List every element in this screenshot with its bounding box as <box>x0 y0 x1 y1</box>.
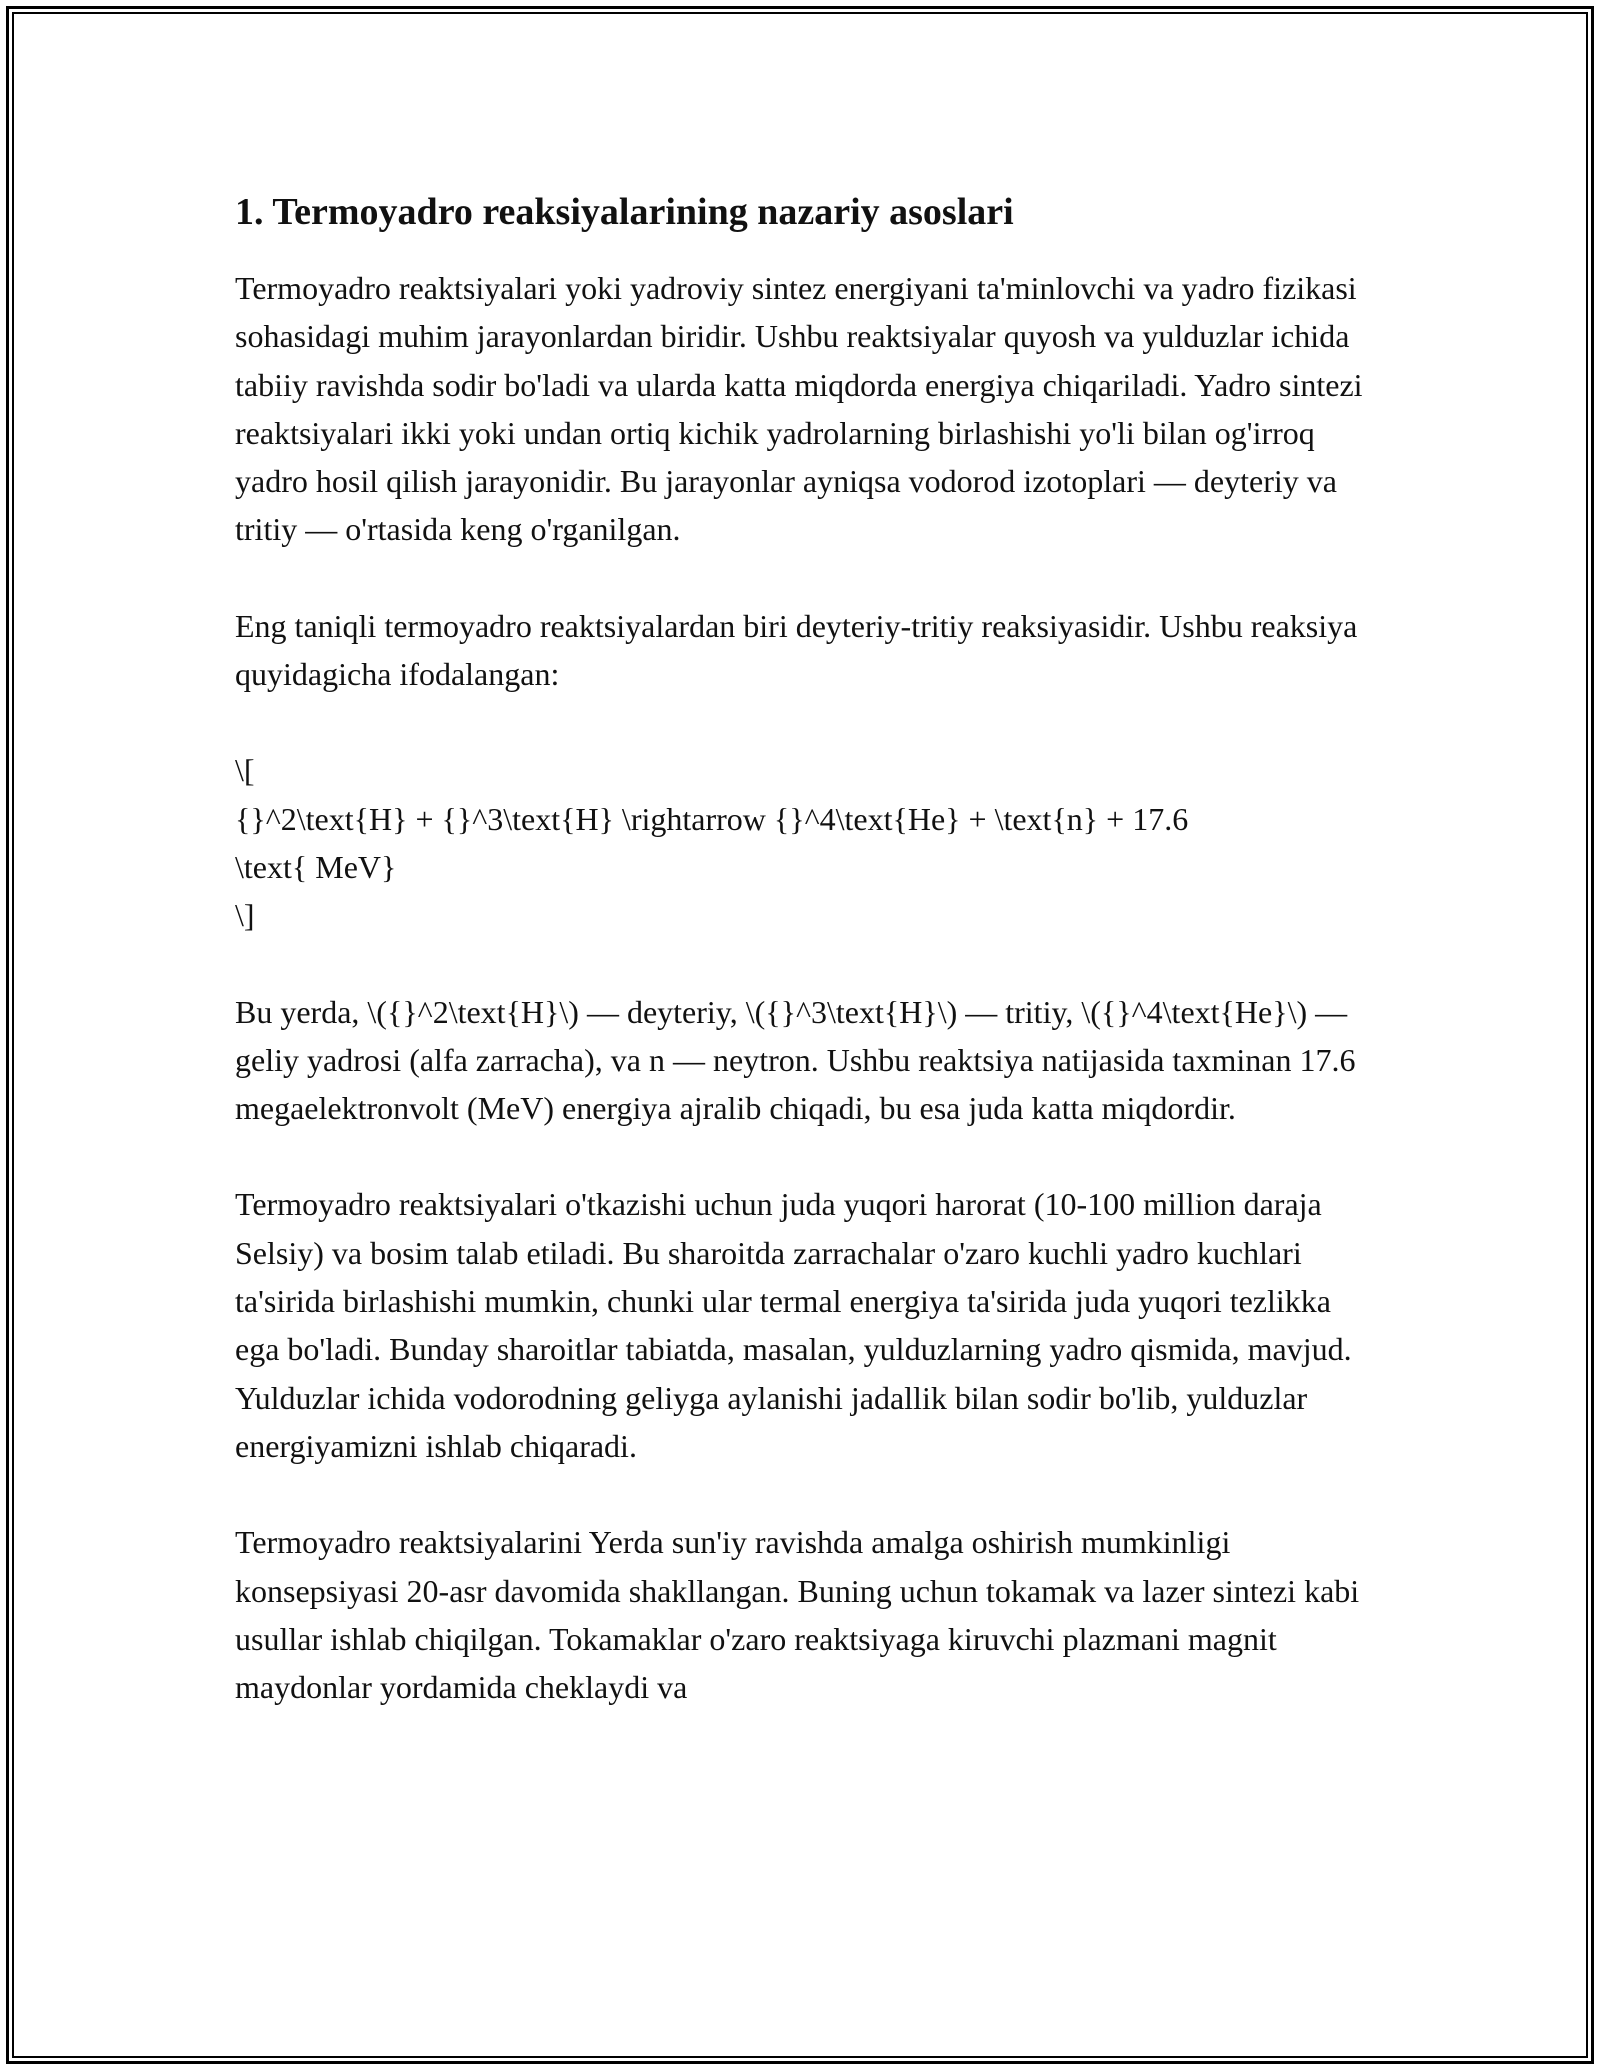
section-heading: 1. Termoyadro reaksiyalarining nazariy asoslari <box>235 191 1014 233</box>
paragraph-explanation: Bu yerda, \({}^2\text{H}\) — deyteriy, \({}^3\text{H}\) — tritiy, \({}^4\text{He}\) — geliy yadrosi (alfa zarracha), va n — neytron. Ushbu reaktsiya natijasida taxminan 17.6 megaelektronvolt (MeV) energiya ajralib chiqadi, bu esa juda katta miqdordir. <box>235 993 1356 1127</box>
document-body <box>235 186 1375 1759</box>
reaction-formula <box>235 746 1375 939</box>
formula-line-2: \text{ MeV} <box>235 848 397 885</box>
formula-open: \[ <box>235 752 255 789</box>
paragraph-conditions: Termoyadro reaktsiyalari o'tkazishi uchun juda yuqori harorat (10-100 million daraja Selsiy) va bosim talab etiladi. Bu sharoitda zarrachalar o'zaro kuchli yadro kuchlari ta'sirida birlashishi mumkin, chunki ular termal energiya ta'sirida juda yuqori tezlikka ega bo'ladi. Bunday sharoitlar tabiatda, masalan, yulduzlarning yadro qismida, mavjud. Yulduzlar ichida vodorodning geliyga aylanishi jadallik bilan sodir bo'lib, yulduzlar energiyamizni ishlab chiqaradi. <box>235 1186 1352 1464</box>
paragraph-reaction-intro: Eng taniqli termoyadro reaktsiyalardan biri deyteriy-tritiy reaksiyasidir. Ushbu reaksiya quyidagicha ifodalangan: <box>235 607 1358 693</box>
paragraph-earth-fusion: Termoyadro reaktsiyalarini Yerda sun'iy ravishda amalga oshirish mumkinligi konsepsiyasi 20-asr davomida shakllangan. Buning uchun tokamak va lazer sintezi kabi usullar ishlab chiqilgan. Tokamaklar o'zaro reaktsiyaga kiruvchi plazmani magnit maydonlar yordamida cheklaydi va <box>235 1524 1360 1706</box>
formula-line-1: {}^2\text{H} + {}^3\text{H} \rightarrow {}^4\text{He} + \text{n} + 17.6 <box>235 800 1189 837</box>
formula-close: \] <box>235 897 255 934</box>
paragraph-intro: Termoyadro reaktsiyalari yoki yadroviy sintez energiyani ta'minlovchi va yadro fizikasi sohasidagi muhim jarayonlardan biridir. Ushbu reaktsiyalar quyosh va yulduzlar ichida tabiiy ravishda sodir bo'ladi va ularda katta miqdorda energiya chiqariladi. Yadro sintezi reaktsiyalari ikki yoki undan ortiq kichik yadrolarning birlashishi yo'li bilan og'irroq yadro hosil qilish jarayonidir. Bu jarayonlar ayniqsa vodorod izotoplari — deyteriy va tritiy — o'rtasida keng o'rganilgan. <box>235 270 1363 548</box>
